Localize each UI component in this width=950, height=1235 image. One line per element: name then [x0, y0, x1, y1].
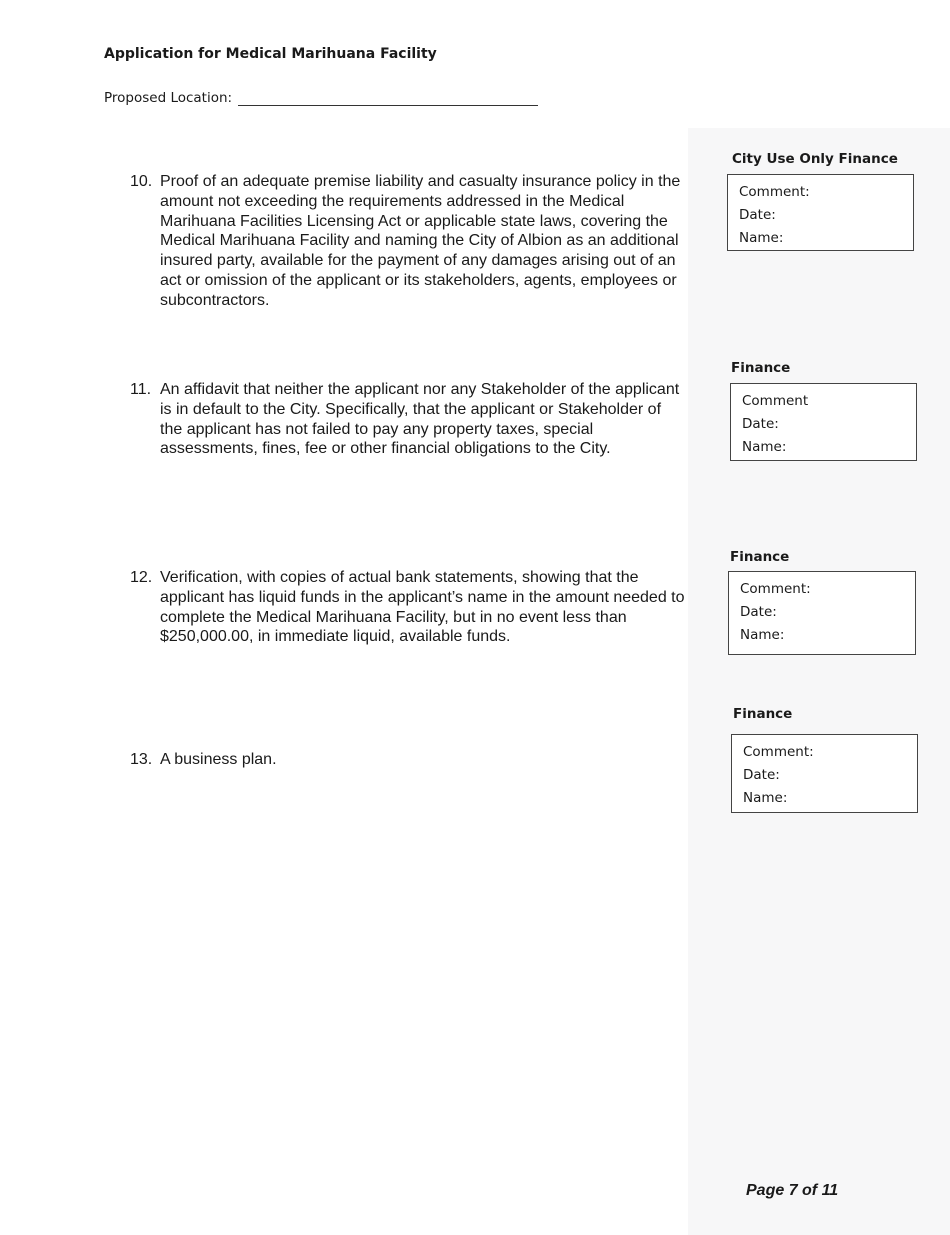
page-title: Application for Medical Marihuana Facility [104, 46, 437, 62]
item-text: Proof of an adequate premise liability and casualty insurance policy in the amount not exceeding the requirements addressed in the Medical Marihuana Facilities Licensing Act or applicable state laws, covering the Medical Marihuana Facility and naming the City of Albion as an additional insured party, available for the payment of any damages arising out of an act or omission of the applicant or its stakeholders, agents, employees or subcontractors. [160, 173, 681, 309]
name-label: Name: [739, 230, 784, 246]
comment-label: Comment: [739, 184, 810, 200]
city-use-box-3 [728, 571, 916, 655]
item-number: 12. [130, 569, 153, 586]
box-label-4: Finance [733, 706, 793, 722]
item-12 [130, 568, 686, 647]
proposed-location-blank [238, 89, 538, 106]
city-use-box-1 [727, 174, 914, 251]
item-10 [130, 172, 686, 311]
item-number: 10. [130, 173, 153, 190]
date-label: Date: [739, 207, 776, 223]
page-number: Page 7 of 11 [746, 1182, 839, 1199]
city-use-box-2 [730, 383, 917, 461]
comment-label: Comment: [740, 581, 811, 597]
date-label: Date: [743, 767, 780, 783]
comment-label: Comment [742, 393, 809, 409]
proposed-location-label: Proposed Location: [104, 90, 233, 106]
box-label-3: Finance [730, 549, 790, 565]
name-label: Name: [743, 790, 788, 806]
name-label: Name: [740, 627, 785, 643]
box-label-1: City Use Only Finance [732, 151, 898, 167]
name-label: Name: [742, 439, 787, 455]
item-number: 11. [130, 381, 152, 398]
proposed-location-row [104, 89, 538, 106]
city-use-box-4 [731, 734, 918, 813]
comment-label: Comment: [743, 744, 814, 760]
item-text: A business plan. [160, 751, 277, 768]
date-label: Date: [740, 604, 777, 620]
item-text: An affidavit that neither the applicant nor any Stakeholder of the applicant is in default to the City. Specifically, that the applicant or Stakeholder of the applicant has not failed to pay any property taxes, special assessments, fines, fee or other financial obligations to the City. [160, 381, 680, 458]
scan-shading [688, 128, 950, 1235]
item-11 [130, 380, 686, 459]
item-number: 13. [130, 751, 153, 768]
date-label: Date: [742, 416, 779, 432]
item-text: Verification, with copies of actual bank statements, showing that the applicant has liquid funds in the applicant’s name in the amount needed to complete the Medical Marihuana Facility, but in no event less than $250,000.00, in immediate liquid, available funds. [160, 569, 685, 646]
box-label-2: Finance [731, 360, 791, 376]
item-13 [130, 750, 686, 770]
